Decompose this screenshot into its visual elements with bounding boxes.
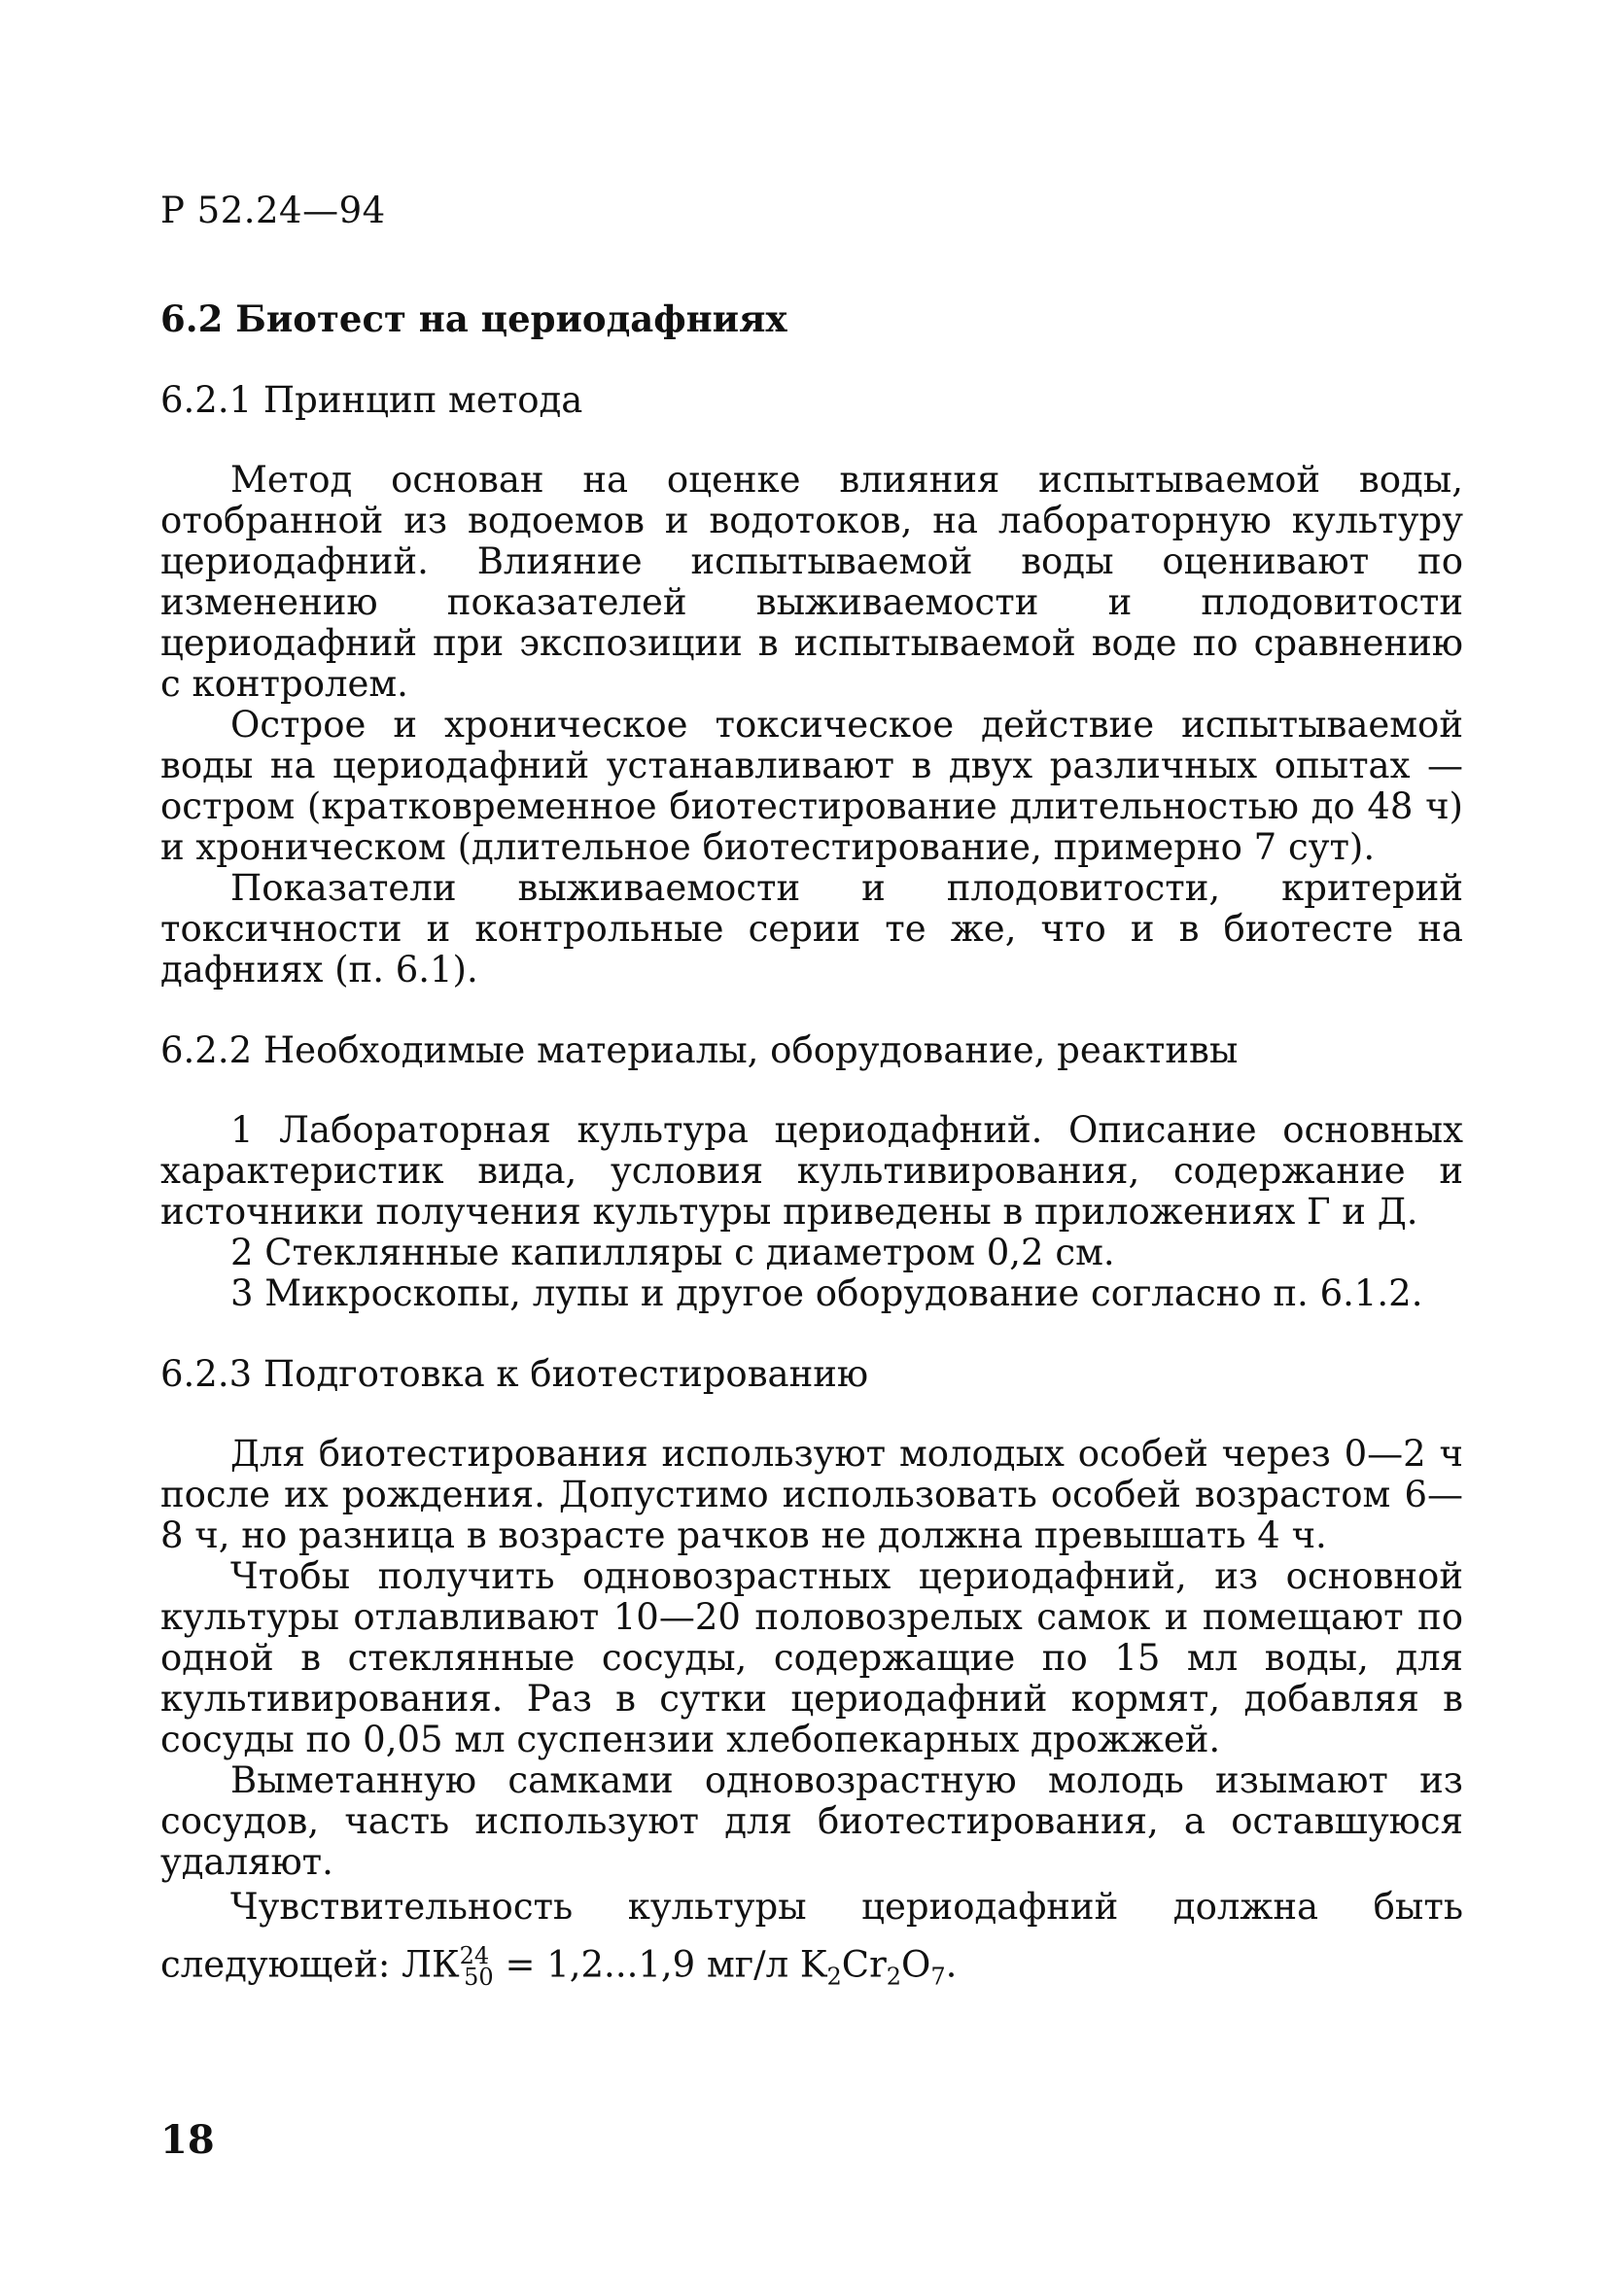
paragraph: Выметанную самками одновозрастную молодь изымают из сосудов, часть используют для биотестирования, а оставшуюся удаляют. <box>160 1759 1463 1883</box>
formula-lead: Чувствительность культуры цериодафний должна быть следующей: ЛК <box>160 1886 1463 1986</box>
page-number: 18 <box>160 2117 215 2163</box>
paragraph: Чтобы получить одновозрастных цериодафний, из основной культуры отлавливают 10—20 половозрелых самок и помещают по одной в стеклянные сосуды, содержащие по 15 мл воды, для культивирования. Раз в сутки цериодафний кормят, добавляя в сосуды по 0,05 мл суспензии хлебопекарных дрожжей. <box>160 1555 1463 1760</box>
formula-end: . <box>945 1943 958 1986</box>
formula-sub: 50 <box>464 1963 494 1991</box>
formula-o: O <box>901 1943 931 1986</box>
paragraph: Показатели выживаемости и плодовитости, критерий токсичности и контрольные серии те же, что и в биотесте на дафниях (п. 6.1). <box>160 867 1463 991</box>
formula-k-sub: 2 <box>826 1963 842 1991</box>
document-page <box>160 190 1463 2001</box>
sensitivity-formula <box>160 1883 1463 2001</box>
subsection-title-6-2-1: 6.2.1 Принцип метода <box>160 379 583 421</box>
list-item: 1 Лабораторная культура цериодафний. Описание основных характеристик вида, условия культивирования, содержание и источники получения культуры приведены в приложениях Г и Д. <box>160 1109 1463 1233</box>
paragraph: Метод основан на оценке влияния испытываемой воды, отобранной из водоемов и водотоков, на лабораторную культуру цериодафний. Влияние испытываемой воды оценивают по изменению показателей выживаемости и плодовитости цериодафний при экспозиции в испытываемой воде по сравнению с контролем. <box>160 459 1463 705</box>
paragraph: Для биотестирования используют молодых особей через 0—2 ч после их рождения. Допустимо использовать особей возрастом 6—8 ч, но разница в возрасте рачков не должна превышать 4 ч. <box>160 1433 1463 1556</box>
formula-value: = 1,2...1,9 мг/л K <box>493 1943 827 1986</box>
subsection-title-6-2-3: 6.2.3 Подготовка к биотестированию <box>160 1353 869 1395</box>
document-code: Р 52.24—94 <box>160 190 386 231</box>
formula-sup: 24 <box>459 1942 490 1969</box>
formula-o-sub: 7 <box>930 1963 946 1991</box>
formula-cr-sub: 2 <box>886 1963 902 1991</box>
subsection-title-6-2-2: 6.2.2 Необходимые материалы, оборудование, реактивы <box>160 1029 1239 1071</box>
list-item: 2 Стеклянные капилляры с диаметром 0,2 см. <box>230 1232 1115 1273</box>
paragraph: Острое и хроническое токсическое действие испытываемой воды на цериодафний устанавливают в двух различных опытах — остром (кратковременное биотестирование длительностью до 48 ч) и хроническом (длительное биотестирование, примерно 7 сут). <box>160 704 1463 868</box>
list-item: 3 Микроскопы, лупы и другое оборудование согласно п. 6.1.2. <box>230 1272 1423 1314</box>
section-title: 6.2 Биотест на цериодафниях <box>160 297 787 340</box>
formula-cr: Cr <box>841 1943 887 1986</box>
